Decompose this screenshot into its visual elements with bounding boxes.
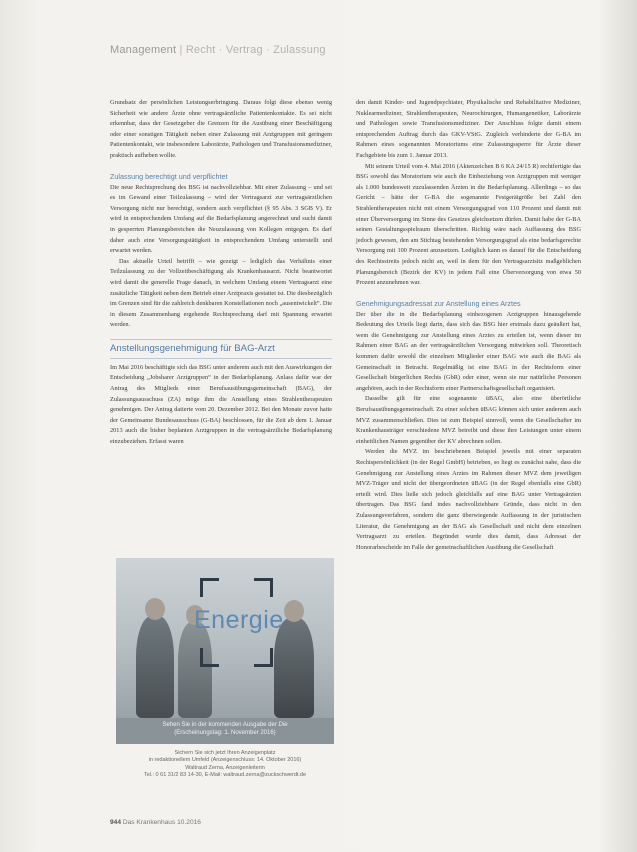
page-footer (110, 819, 201, 826)
corner-bracket-icon (200, 578, 219, 597)
running-header (110, 44, 326, 56)
corner-bracket-icon (200, 648, 219, 667)
corner-bracket-icon (254, 578, 273, 597)
contact-line: Waltraud Zerna, Anzeigenleiterin (185, 764, 265, 771)
page-number: 944 (110, 819, 122, 826)
caption-journal: Die (278, 722, 288, 728)
advertisement-caption (116, 718, 334, 744)
person-head (145, 598, 165, 620)
contact-line: Tel.: 0 61 31/2 83 14-30, E-Mail: waltraud.zerna@zuckschwerdt.de (143, 772, 307, 779)
advertisement-contact (116, 750, 334, 780)
caption-line: Sehen Sie in der kommenden Ausgabe der (162, 722, 277, 728)
body-paragraph: Der über die in die Bedarfsplanung einbezogenen Arztgruppen hinausgehende Bedeutung des Urteils liegt darin, dass sich das BSG hier erstmals dazu geäußert hat, wem die Genehmigung zur Anstellung eines Arztes zu erteilen ist, wenn dieser im Rahmen einer BAG an der vertragsärztlichen Versorgung mitwirken soll. Theoretisch kommen dafür sowohl die einzelnen Mitglieder einer BAG wie auch die BAG als Gemeinschaft in Betracht. Regelmäßig ist eine BAG in der Rechtsform einer Gesellschaft bürgerlichen Rechts (GbR) oder einer, wenn sie nur natürliche Personen angehören, auch in der Rechtsform einer Partnerschaftsgesellschaft organisiert. (356, 310, 581, 392)
body-paragraph: Dasselbe gilt für eine sogenannte üBAG, also eine überörtliche Berufsausübungsgemeinschaft. Zu einer solchen üBAG können sich unter anderem auch MVZ zusammenschließen. Dies ist zum Beispiel sinnvoll, wenn die Gesellschafter im Krankenhausträger verschiedene MVZ betreibt und diese ihre Leistungen unter einem einheitlichen Namen gegenüber der KV abrechnen sollen. (356, 395, 581, 445)
subsection-label: Recht · Vertrag · Zulassung (185, 44, 326, 56)
section-label: Management (110, 44, 177, 56)
body-paragraph: Werden die MVZ im beschriebenen Beispiel jeweils mit einer separaten Rechtspersönlichkeit (in der Regel GmbH) betrieben, so liegt es zunächst nahe, dass die Genehmigung zur Anstellung eines Arztes im Rahmen dieser MVZ dem jeweiligen MVZ-Träger und nicht der übergeordneten üBAG (in der Regel ebenfalls eine GbR) erteilt wird. Dies ließe sich jedoch gleichfalls auf eine BAG unter Vertragsärzten übertragen. Das BSG fand indes nachvollziehbare Gründe, dass nicht in den Zulassungsverfahren, sondern die ganz überwiegende Auffassung in der juristischen Literatur, die Genehmigung an der BAG als Gesellschaft und nicht dem einzelnen Vertragsarzt zu erteilen. Begründet wurde dies damit, dass Adressat der Honorarbescheide im Falle der gemeinschaftlichen Ausübung die Gesellschaft (356, 448, 581, 551)
contact-line: in redaktionellem Umfeld (Anzeigenschluss: 14. Oktober 2016) (148, 757, 302, 764)
person-silhouette (178, 622, 212, 718)
subheading: Zulassung berechtigt und verpflichtet (110, 171, 228, 181)
body-paragraph: Im Mai 2016 beschäftigte sich das BSG unter anderem auch mit den Auswirkungen der Entscheidung „Jobsharer Arztgruppen“ in der Bedarfsplanung. Anlass dafür war der Antrag des Mitglieds einer Berufsausübungsgemeinschaft (BAG), der Zulassungsausschuss (ZA) möge ihm die Anstellung eines Strahlentherapeuten genehmigen. Der Antrag datierte vom 20. Dezember 2012. Bei den Monate zuvor hatte der Gemeinsame Bundesausschuss (G-BA) beschlossen, für die Zeit ab dem 1. Januar 2013 auch die bisher beplanten Arztgruppen in die vertragsärztliche Bedarfsplanung einzubeziehen. Erfasst waren (110, 363, 332, 446)
body-paragraph: Grundsatz der persönlichen Leistungserbringung. Daraus folgt diese ebenso wenig Sicherheit wie andere Ärzte ohne vertragsärztliche Patientenkontakte. Es sei nicht erkennbar, dass der Gesetzgeber die Grenzen für die Ausübung einer Beschäftigung oder einer sonstigen Tätigkeit neben einer Zulassung mit Arztgruppen mit geringem Patientenkontakt, wie insbesondere Laborärzte, Pathologen und Transfusionsmediziner, praktisch aufheben wollte. (110, 99, 332, 159)
person-head (284, 600, 304, 622)
journal-name: Das Krankenhaus 10.2016 (122, 819, 201, 826)
body-paragraph: Die neue Rechtsprechung des BSG ist nachvollziehbar. Mit einer Zulassung – und sei es im Gewand einer Teilzulassung – wird der Vertragsarzt zur vertragsärztlichen Versorgung nicht nur berechtigt, sondern auch verpflichtet (§ 95 Abs. 3 SGB V). Er wird in entsprechendem Umfang auf die Bedarfsplanung angerechnet und sucht damit in gesperrten Planungsbereichen die Neuzulassung von Kollegen entgegen. Es darf daher auch eine Versorgungstätigkeit in entsprechendem Umfang unterstellt und erwartet werden. (110, 183, 332, 255)
advertisement-box (110, 558, 340, 838)
left-column (110, 98, 332, 448)
header-separator: | (179, 44, 183, 56)
body-paragraph: den damit Kinder- und Jugendpsychiater, Physikalische und Rehabilitative Mediziner, Nuklearmediziner, Strahlentherapeuten, Neurochirurgen, Humangenetiker, Laborärzte und Pathologen sowie Transfusionsmediziner. Der Anschluss folgte damit einem entsprechenden Auftrag durch das GKV-VStG. Zugleich verhinderte der G-BA im Rahmen eines sogenannten Moratoriums eine Zulassungssperre für Ärzte dieser Fachgebiete bis zum 1. Januar 2013. (356, 99, 581, 159)
advertisement-photo (116, 558, 334, 718)
right-column (356, 98, 581, 553)
section-heading: Anstellungsgenehmigung für BAG-Arzt (110, 339, 332, 359)
advertisement-keyword: Energie (194, 606, 284, 634)
body-paragraph: Das aktuelle Urteil betrifft – wie gezeigt – lediglich das Verhältnis einer Teilzulassung zu der Vollzeitbeschäftigung als Krankenhausarzt. Nicht beantwortet wird damit die generelle Frage danach, in welchem Umfang einem Vertragsarzt eine zusätzliche Tätigkeit neben dem Betrieb einer Arztpraxis gestattet ist. Die diesbezüglich im Grenzen sind für die zahlreich denkbaren Konstellationen noch „ausentwickelt“. Die in diesem Zusammenhang ergehende Rechtsprechung darf mit Spannung erwartet werden. (110, 257, 332, 329)
body-paragraph: Mit seinem Urteil vom 4. Mai 2016 (Aktenzeichen B 6 KA 24/15 R) rechtfertigte das BSG sowohl das Moratorium wie auch die Einbeziehung von Arztgruppen mit weniger als 1.000 bundesweit zuzulassenden Ärzten in die Bedarfsplanung. Allerdings – so das Gericht – hätte der G-BA die sogenannte Festgerätgröße bei Zahl den Strahlentherapeuten nicht mit einem Versorgungsgrad von 110 Prozent und damit mit einer Überversorgung im Sinne des Gesetzes gleichsetzen dürfen. Damit habe der G-BA seinen Gestaltungsspielraum überschritten. Richtig wäre nach Auffassung des BSG jedoch gewesen, den am Stichtag bestehenden Versorgungsgrad als eine bedarfsgerechte Versorgung mit 100 Prozent anzusetzen. Lediglich kann es darauf für die Entscheidung des Rechtsstreits jedoch nicht an, weil in dem für den Vertragsarztsitz maßgeblichen Planungsbereich (Bezirk der KV) in jedem Fall eine Überversorgung von etwa 50 Prozent anzunehmen war. (356, 162, 581, 287)
person-silhouette (136, 616, 174, 718)
subheading: Genehmigungsadressat zur Anstellung eines Arztes (356, 298, 521, 308)
corner-bracket-icon (254, 648, 273, 667)
caption-line: (Erscheinungstag: 1. November 2016) (174, 730, 276, 736)
contact-line: Sichern Sie sich jetzt Ihren Anzeigenplatz (174, 750, 276, 756)
